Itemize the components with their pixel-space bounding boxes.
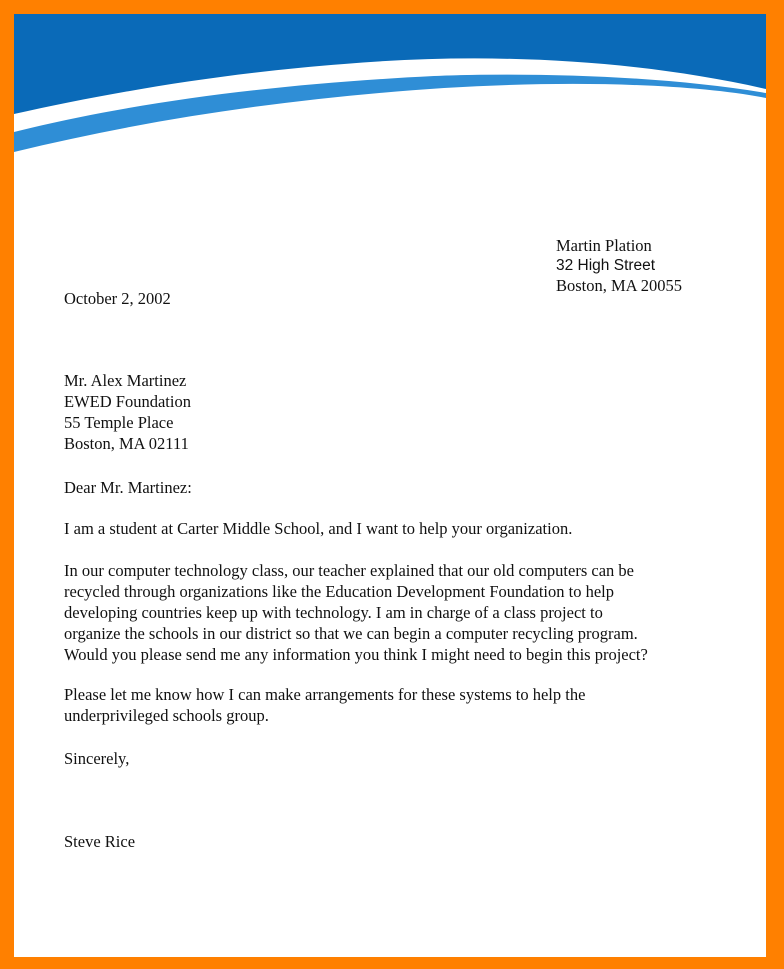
recipient-name: Mr. Alex Martinez [64,371,187,390]
letter-date: October 2, 2002 [64,289,171,308]
body-paragraph-3-line: underprivileged schools group. [64,706,269,725]
body-paragraph-2 [64,560,648,665]
recipient-address [64,370,191,454]
sender-street: 32 High Street [556,257,656,274]
letterhead-banner [14,14,766,174]
body-paragraph-3 [64,684,585,726]
sender-name: Martin Plation [556,236,652,255]
body-paragraph-2-line: organize the schools in our district so that we can begin a computer recycling program. [64,624,638,643]
body-paragraph-2-line: Would you please send me any information you think I might need to begin this project? [64,645,648,664]
recipient-street: 55 Temple Place [64,413,174,432]
sender-city: Boston, MA 20055 [556,276,683,295]
body-paragraph-2-line: recycled through organizations like the Education Development Foundation to help [64,582,615,601]
letter-page [14,14,766,957]
signature-name: Steve Rice [64,832,136,851]
body-paragraph-3-line: Please let me know how I can make arrangements for these systems to help the [64,685,586,704]
closing: Sincerely, [64,749,130,768]
sender-address [556,236,682,296]
salutation: Dear Mr. Martinez: [64,478,192,497]
body-paragraph-1: I am a student at Carter Middle School, and I want to help your organization. [64,519,573,538]
body-paragraph-2-line: developing countries keep up with technology. I am in charge of a class project to [64,603,603,622]
recipient-organization: EWED Foundation [64,392,191,411]
recipient-city: Boston, MA 02111 [64,434,189,453]
body-paragraph-2-line: In our computer technology class, our teacher explained that our old computers can be [64,561,634,580]
